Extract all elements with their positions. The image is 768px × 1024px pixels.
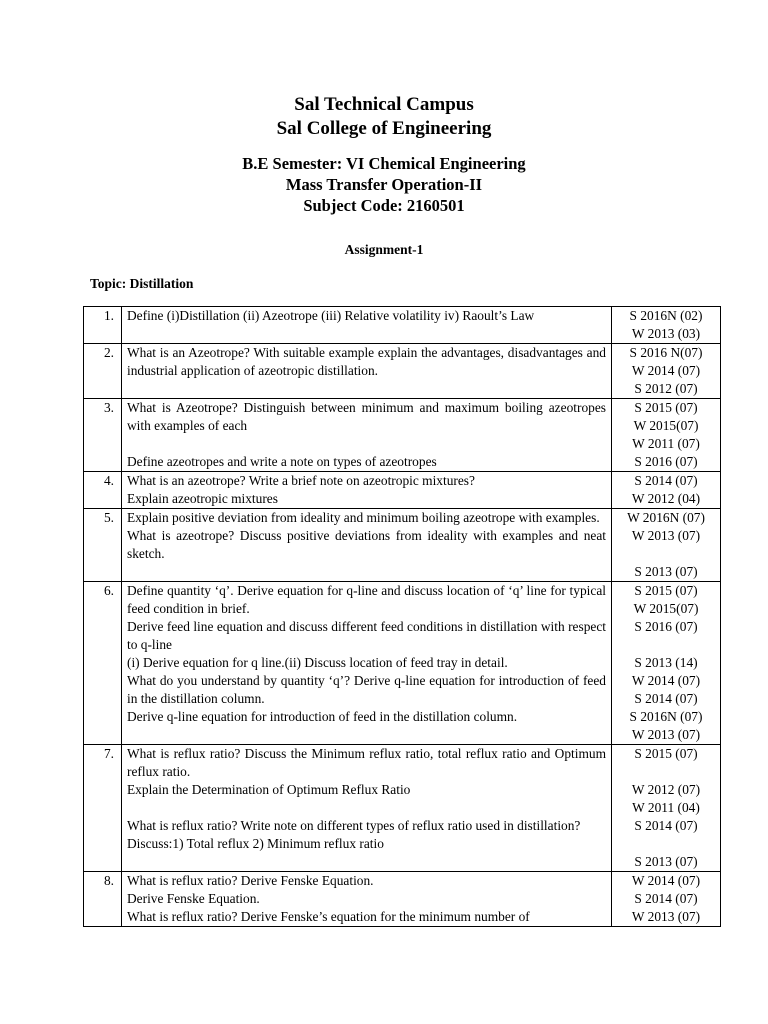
exam-code: W 2014 (07) xyxy=(631,873,701,888)
exam-code: S 2016 (07) xyxy=(634,454,698,469)
question-text: What is azeotrope? Discuss positive deviations from ideality with examples and neat sketch. xyxy=(127,528,606,561)
table-row xyxy=(84,307,721,344)
question-text: Define azeotropes and write a note on types of azeotropes xyxy=(127,454,437,469)
exam-code: W 2014 (07) xyxy=(631,363,701,378)
exam-code: S 2016N (02) xyxy=(629,308,703,323)
exam-code: S 2013 (07) xyxy=(634,854,698,869)
exam-code: S 2013 (14) xyxy=(634,655,698,670)
question-cell xyxy=(122,399,612,472)
exam-code-cell xyxy=(612,344,721,399)
exam-code: S 2014 (07) xyxy=(634,473,698,488)
exam-code: S 2014 (07) xyxy=(634,691,698,706)
question-number: 4. xyxy=(84,472,122,509)
question-text: What is reflux ratio? Derive Fenske Equation. xyxy=(127,873,374,888)
table-row xyxy=(84,472,721,509)
exam-code: S 2013 (07) xyxy=(634,564,698,579)
exam-code: S 2016 N(07) xyxy=(629,345,703,360)
exam-code: W 2011 (04) xyxy=(632,800,700,815)
topic-heading: Topic: Distillation xyxy=(90,276,194,291)
exam-code: W 2012 (07) xyxy=(631,782,701,797)
question-number: 1. xyxy=(84,307,122,344)
question-text: Explain positive deviation from ideality and minimum boiling azeotrope with examples. xyxy=(127,510,600,525)
exam-code-cell xyxy=(612,307,721,344)
exam-code: S 2015 (07) xyxy=(634,400,698,415)
exam-code: S 2016 (07) xyxy=(634,619,698,634)
exam-code-cell xyxy=(612,745,721,872)
campus-title: Sal Technical Campus xyxy=(294,94,474,115)
assignment-heading: Assignment-1 xyxy=(344,242,424,257)
question-number: 2. xyxy=(84,344,122,399)
table-row xyxy=(84,745,721,872)
exam-code-cell xyxy=(612,472,721,509)
subject-code-heading: Subject Code: 2160501 xyxy=(303,196,465,215)
question-cell xyxy=(122,745,612,872)
question-number: 7. xyxy=(84,745,122,872)
table-row xyxy=(84,344,721,399)
question-number: 5. xyxy=(84,509,122,582)
exam-code-cell xyxy=(612,509,721,582)
question-cell xyxy=(122,582,612,745)
question-text: Explain the Determination of Optimum Reflux Ratio xyxy=(127,782,411,797)
exam-code: S 2015 (07) xyxy=(634,746,698,761)
exam-code-cell xyxy=(612,872,721,927)
spacer xyxy=(127,435,606,453)
exam-code: W 2015(07) xyxy=(633,601,699,616)
exam-code: W 2016N (07) xyxy=(627,510,705,525)
question-cell xyxy=(122,509,612,582)
question-text: Discuss:1) Total reflux 2) Minimum reflux ratio xyxy=(127,836,384,851)
question-number: 3. xyxy=(84,399,122,472)
question-cell xyxy=(122,307,612,344)
question-text: Derive Fenske Equation. xyxy=(127,891,260,906)
question-text: What is Azeotrope? Distinguish between minimum and maximum boiling azeotropes with examples of each xyxy=(127,400,606,433)
question-cell xyxy=(122,344,612,399)
exam-code: S 2016N (07) xyxy=(629,709,703,724)
exam-code: W 2012 (04) xyxy=(631,491,701,506)
table-row xyxy=(84,582,721,745)
subject-heading: Mass Transfer Operation-II xyxy=(285,175,483,194)
question-number: 8. xyxy=(84,872,122,927)
table-row xyxy=(84,509,721,582)
question-text: What is reflux ratio? Derive Fenske’s equation for the minimum number of xyxy=(127,909,530,924)
exam-code: S 2015 (07) xyxy=(634,583,698,598)
exam-code: W 2013 (03) xyxy=(631,326,701,341)
spacer xyxy=(612,636,720,654)
spacer xyxy=(612,835,720,853)
exam-code-cell xyxy=(612,582,721,745)
question-text: Derive feed line equation and discuss different feed conditions in distillation with respect to q-line xyxy=(127,619,606,652)
question-text: Define (i)Distillation (ii) Azeotrope (iii) Relative volatility iv) Raoult’s Law xyxy=(127,308,535,323)
exam-code: W 2013 (07) xyxy=(631,909,701,924)
exam-code: S 2012 (07) xyxy=(634,381,698,396)
exam-code: W 2013 (07) xyxy=(631,727,701,742)
exam-code: W 2011 (07) xyxy=(632,436,700,451)
exam-code: W 2014 (07) xyxy=(631,673,701,688)
spacer xyxy=(612,763,720,781)
question-text: (i) Derive equation for q line.(ii) Discuss location of feed tray in detail. xyxy=(127,655,508,670)
exam-code: W 2015(07) xyxy=(633,418,699,433)
exam-code: W 2013 (07) xyxy=(631,528,701,543)
question-text: Explain azeotropic mixtures xyxy=(127,491,278,506)
spacer xyxy=(612,545,720,563)
question-text: What do you understand by quantity ‘q’? Derive q-line equation for introduction of feed in the distillation column. xyxy=(127,673,606,706)
question-cell xyxy=(122,472,612,509)
question-text: What is reflux ratio? Discuss the Minimum reflux ratio, total reflux ratio and Optimum reflux ratio. xyxy=(127,746,606,779)
question-text: Define quantity ‘q’. Derive equation for q-line and discuss location of ‘q’ line for typical feed condition in brief. xyxy=(127,583,606,616)
spacer xyxy=(127,799,606,817)
question-table xyxy=(83,306,721,927)
question-cell xyxy=(122,872,612,927)
question-text: Derive q-line equation for introduction of feed in the distillation column. xyxy=(127,709,518,724)
semester-heading: B.E Semester: VI Chemical Engineering xyxy=(242,154,526,173)
table-row xyxy=(84,872,721,927)
question-text: What is an azeotrope? Write a brief note on azeotropic mixtures? xyxy=(127,473,475,488)
question-text: What is reflux ratio? Write note on different types of reflux ratio used in distillation? xyxy=(127,818,581,833)
exam-code: S 2014 (07) xyxy=(634,818,698,833)
question-number: 6. xyxy=(84,582,122,745)
question-text: What is an Azeotrope? With suitable example explain the advantages, disadvantages and industrial application of azeotropic distillation. xyxy=(127,345,606,378)
exam-code-cell xyxy=(612,399,721,472)
exam-code: S 2014 (07) xyxy=(634,891,698,906)
table-row xyxy=(84,399,721,472)
college-title: Sal College of Engineering xyxy=(276,118,492,139)
